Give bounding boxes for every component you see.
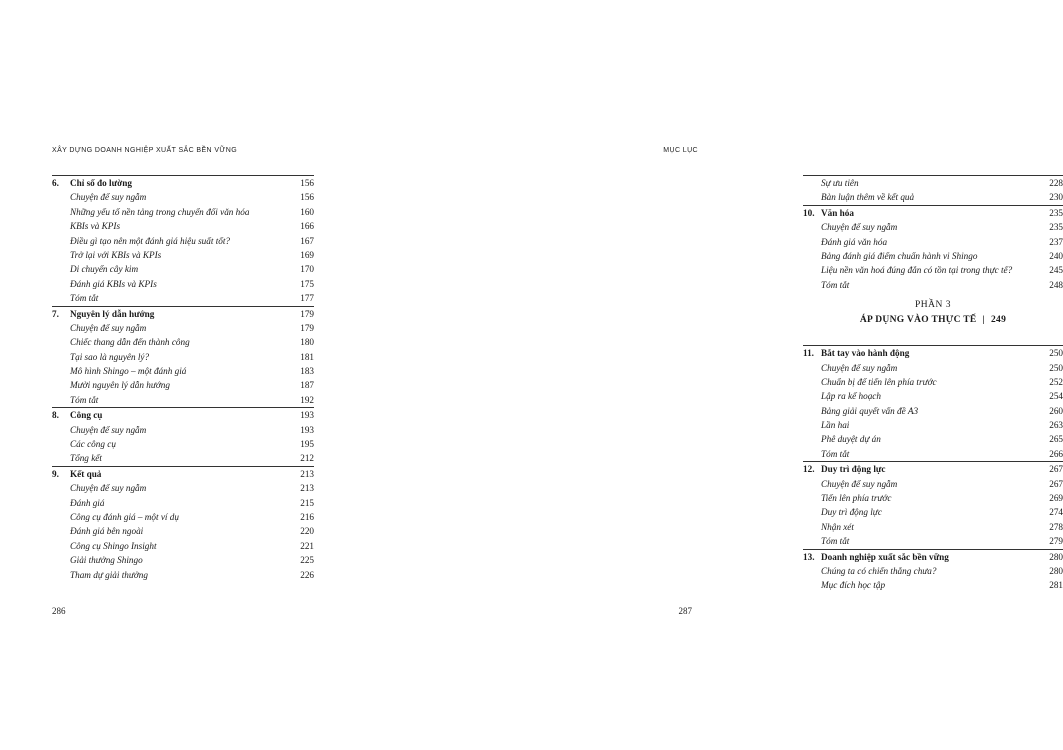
toc-list-left bbox=[52, 175, 314, 582]
toc-page-number: 183 bbox=[300, 366, 314, 377]
toc-entry-row bbox=[52, 510, 314, 524]
section-title: Công cụ đánh giá – một ví dụ bbox=[70, 511, 179, 522]
chapter-title: Văn hóa bbox=[821, 207, 854, 218]
toc-page-number: 266 bbox=[1049, 448, 1063, 459]
section-title: Chuyện để suy ngẫm bbox=[821, 362, 898, 373]
toc-list-right bbox=[803, 175, 1063, 593]
section-title: Đánh giá bbox=[70, 497, 105, 508]
toc-page-number: 179 bbox=[300, 308, 314, 319]
toc-entry-row bbox=[803, 447, 1063, 461]
toc-page-number: 220 bbox=[300, 526, 314, 537]
toc-chapter-row bbox=[803, 345, 1063, 360]
toc-entry-row bbox=[52, 219, 314, 233]
toc-entry-row bbox=[52, 437, 314, 451]
toc-entry-row bbox=[52, 451, 314, 465]
section-title: Tóm tắt bbox=[70, 293, 99, 304]
toc-entry-row bbox=[803, 491, 1063, 505]
toc-entry-row bbox=[52, 335, 314, 349]
toc-page-number: 169 bbox=[300, 249, 314, 260]
toc-page-number: 267 bbox=[1049, 478, 1063, 489]
toc-page-number: 193 bbox=[300, 424, 314, 435]
section-title: Lần hai bbox=[821, 420, 850, 431]
section-title: Bàn luận thêm về kết quả bbox=[821, 192, 915, 203]
toc-entry-row bbox=[803, 361, 1063, 375]
chapter-number: 7. bbox=[52, 308, 59, 319]
toc-entry-row bbox=[52, 539, 314, 553]
toc-entry-row bbox=[803, 190, 1063, 204]
toc-chapter-row bbox=[52, 175, 314, 190]
section-title: Giải thưởng Shingo bbox=[70, 555, 143, 566]
section-title: Đánh giá KBIs và KPIs bbox=[70, 278, 157, 289]
toc-entry-row bbox=[52, 364, 314, 378]
section-title: Các công cụ bbox=[70, 439, 116, 450]
toc-entry-row bbox=[52, 568, 314, 582]
toc-entry-row bbox=[803, 534, 1063, 548]
toc-chapter-row bbox=[52, 407, 314, 422]
chapter-number: 6. bbox=[52, 178, 59, 188]
toc-page-number: 235 bbox=[1049, 222, 1063, 233]
toc-page-number: 181 bbox=[300, 351, 314, 362]
toc-page-number: 180 bbox=[300, 337, 314, 348]
toc-entry-row bbox=[52, 234, 314, 248]
toc-entry-row bbox=[803, 404, 1063, 418]
chapter-number: 11. bbox=[803, 348, 814, 359]
section-title: Liệu nền văn hoá đúng đắn có tồn tại trong thực tế? bbox=[821, 265, 1013, 276]
toc-page-number: 250 bbox=[1049, 348, 1063, 359]
chapter-title: Doanh nghiệp xuất sắc bền vững bbox=[821, 551, 949, 562]
toc-page-number: 167 bbox=[300, 235, 314, 246]
toc-entry-row bbox=[803, 175, 1063, 190]
chapter-number: 12. bbox=[803, 464, 815, 475]
section-title: Mười nguyên lý dẫn hướng bbox=[70, 380, 170, 391]
toc-page-number: 265 bbox=[1049, 434, 1063, 445]
toc-page-number: 226 bbox=[300, 569, 314, 580]
part-page-number: 249 bbox=[990, 315, 1007, 326]
toc-entry-row bbox=[52, 378, 314, 392]
toc-page-number: 192 bbox=[300, 394, 314, 405]
toc-page-number: 267 bbox=[1049, 464, 1063, 475]
chapter-number: 13. bbox=[803, 551, 815, 562]
section-title: Chiếc thang dẫn đến thành công bbox=[70, 337, 190, 348]
toc-page-number: 228 bbox=[1049, 178, 1063, 188]
toc-page-number: 212 bbox=[300, 453, 314, 464]
toc-page-number: 221 bbox=[300, 540, 314, 551]
section-title: Chuyện để suy ngẫm bbox=[70, 192, 147, 203]
chapter-title: Nguyên lý dẫn hướng bbox=[70, 308, 155, 319]
toc-entry-row bbox=[52, 524, 314, 538]
chapter-title: Duy trì động lực bbox=[821, 464, 886, 475]
toc-entry-row bbox=[803, 578, 1063, 592]
toc-chapter-row bbox=[803, 205, 1063, 220]
toc-page-number: 254 bbox=[1049, 391, 1063, 402]
section-title: Công cụ Shingo Insight bbox=[70, 540, 157, 551]
running-head-book-title: XÂY DỰNG DOANH NGHIỆP XUẤT SẮC BỀN VỮNG bbox=[52, 147, 238, 154]
toc-page-number: 216 bbox=[300, 511, 314, 522]
toc-entry-row bbox=[803, 477, 1063, 491]
toc-page-number: 156 bbox=[300, 178, 314, 188]
section-title: Đánh giá văn hóa bbox=[821, 236, 888, 247]
toc-page-number: 280 bbox=[1049, 565, 1063, 576]
toc-page-number: 248 bbox=[1049, 279, 1063, 290]
toc-entry-row bbox=[52, 262, 314, 276]
section-title: Nhận xét bbox=[821, 521, 854, 532]
toc-page-number: 240 bbox=[1049, 250, 1063, 261]
left-page bbox=[0, 0, 375, 750]
toc-page-number: 170 bbox=[300, 264, 314, 275]
toc-page-number: 280 bbox=[1049, 551, 1063, 562]
section-title: Duy trì động lực bbox=[821, 507, 882, 518]
toc-page-number: 177 bbox=[300, 293, 314, 304]
section-title: Sự ưu tiên bbox=[821, 178, 859, 188]
section-title: Tóm tắt bbox=[821, 536, 850, 547]
section-title: Phê duyệt dự án bbox=[821, 434, 881, 445]
section-title: Đánh giá bên ngoài bbox=[70, 526, 144, 537]
toc-page-number: 237 bbox=[1049, 236, 1063, 247]
part-title-text: ÁP DỤNG VÀO THỰC TẾ bbox=[859, 315, 977, 326]
section-title: Tham dự giải thưởng bbox=[70, 569, 148, 580]
section-title: Chuyện để suy ngẫm bbox=[70, 322, 147, 333]
section-title: Bảng đánh giá điểm chuẩn hành vi Shingo bbox=[821, 250, 978, 261]
toc-entry-row bbox=[803, 505, 1063, 519]
toc-page-number: 250 bbox=[1049, 362, 1063, 373]
page-number-left: 286 bbox=[52, 606, 66, 616]
toc-page-number: 213 bbox=[300, 483, 314, 494]
toc-page-number: 260 bbox=[1049, 405, 1063, 416]
toc-page-number: 230 bbox=[1049, 192, 1063, 203]
toc-entry-row bbox=[803, 235, 1063, 249]
toc-page-number: 213 bbox=[300, 468, 314, 479]
part-title bbox=[803, 315, 1063, 325]
section-title: Mô hình Shingo – một đánh giá bbox=[70, 366, 187, 377]
toc-entry-row bbox=[52, 205, 314, 219]
section-title: Chuyện để suy ngẫm bbox=[70, 483, 147, 494]
section-title: Trở lại với KBIs và KPIs bbox=[70, 249, 162, 260]
toc-entry-row bbox=[803, 220, 1063, 234]
toc-page-number: 263 bbox=[1049, 420, 1063, 431]
toc-entry-row bbox=[803, 375, 1063, 389]
section-title: Lập ra kế hoạch bbox=[821, 391, 881, 402]
toc-page-number: 278 bbox=[1049, 521, 1063, 532]
section-title: Mục đích học tập bbox=[821, 580, 886, 591]
toc-page-number: 274 bbox=[1049, 507, 1063, 518]
toc-page-number: 281 bbox=[1049, 580, 1063, 591]
page-number-right: 287 bbox=[678, 606, 692, 616]
toc-page-number: 215 bbox=[300, 497, 314, 508]
section-title: Những yếu tố nền tảng trong chuyển đổi văn hóa bbox=[70, 206, 250, 217]
toc-entry-row bbox=[52, 291, 314, 305]
toc-chapter-row bbox=[803, 461, 1063, 476]
toc-entry-row bbox=[52, 321, 314, 335]
part-separator: | bbox=[982, 315, 985, 326]
toc-page-number: 252 bbox=[1049, 376, 1063, 387]
toc-page-number: 245 bbox=[1049, 265, 1063, 276]
toc-entry-row bbox=[52, 277, 314, 291]
section-title: KBIs và KPIs bbox=[70, 221, 121, 232]
part-heading bbox=[803, 292, 1063, 345]
toc-page-number: 156 bbox=[300, 192, 314, 203]
section-title: Chuyện để suy ngẫm bbox=[70, 424, 147, 435]
section-title: Chuyện để suy ngẫm bbox=[821, 478, 898, 489]
chapter-number: 8. bbox=[52, 410, 59, 421]
toc-page-number: 193 bbox=[300, 410, 314, 421]
toc-page-number: 179 bbox=[300, 322, 314, 333]
section-title: Điều gì tạo nên một đánh giá hiệu suất tốt? bbox=[70, 235, 231, 246]
chapter-title: Chỉ số đo lường bbox=[70, 178, 132, 188]
right-page bbox=[375, 0, 1063, 750]
toc-entry-row bbox=[803, 520, 1063, 534]
section-title: Tiến lên phía trước bbox=[821, 493, 892, 504]
toc-entry-row bbox=[803, 418, 1063, 432]
section-title: Chuẩn bị để tiến lên phía trước bbox=[821, 376, 937, 387]
toc-entry-row bbox=[52, 393, 314, 407]
toc-entry-row bbox=[52, 350, 314, 364]
toc-chapter-row bbox=[52, 306, 314, 321]
toc-page-number: 175 bbox=[300, 278, 314, 289]
section-title: Chúng ta có chiến thắng chưa? bbox=[821, 565, 937, 576]
section-title: Di chuyển cây kim bbox=[70, 264, 139, 275]
toc-page-number: 279 bbox=[1049, 536, 1063, 547]
section-title: Tóm tắt bbox=[821, 448, 850, 459]
toc-page-number: 160 bbox=[300, 206, 314, 217]
toc-page-number: 187 bbox=[300, 380, 314, 391]
chapter-title: Công cụ bbox=[70, 410, 103, 421]
toc-page-number: 235 bbox=[1049, 207, 1063, 218]
toc-entry-row bbox=[52, 248, 314, 262]
toc-page-number: 195 bbox=[300, 439, 314, 450]
toc-section-top bbox=[803, 175, 1063, 292]
toc-page-number: 269 bbox=[1049, 493, 1063, 504]
toc-entry-row bbox=[52, 553, 314, 567]
section-title: Bảng giải quyết vấn đề A3 bbox=[821, 405, 919, 416]
toc-entry-row bbox=[52, 481, 314, 495]
section-title: Tại sao là nguyên lý? bbox=[70, 351, 150, 362]
section-title: Chuyện để suy ngẫm bbox=[821, 222, 898, 233]
running-head-contents: MỤC LỤC bbox=[663, 147, 698, 154]
toc-entry-row bbox=[803, 263, 1063, 277]
chapter-number: 10. bbox=[803, 207, 815, 218]
chapter-number: 9. bbox=[52, 468, 59, 479]
section-title: Tóm tắt bbox=[70, 394, 99, 405]
toc-entry-row bbox=[52, 423, 314, 437]
toc-entry-row bbox=[803, 389, 1063, 403]
toc-entry-row bbox=[803, 278, 1063, 292]
toc-page-number: 225 bbox=[300, 555, 314, 566]
section-title: Tổng kết bbox=[70, 453, 102, 464]
chapter-title: Kết quả bbox=[70, 468, 102, 479]
toc-entry-row bbox=[52, 496, 314, 510]
toc-entry-row bbox=[803, 432, 1063, 446]
toc-page-number: 166 bbox=[300, 221, 314, 232]
toc-entry-row bbox=[52, 190, 314, 204]
part-label: PHẦN 3 bbox=[915, 300, 951, 311]
toc-chapter-row bbox=[52, 466, 314, 481]
toc-entry-row bbox=[803, 249, 1063, 263]
toc-entry-row bbox=[803, 564, 1063, 578]
toc-section-bottom bbox=[803, 345, 1063, 593]
section-title: Tóm tắt bbox=[821, 279, 850, 290]
chapter-title: Bắt tay vào hành động bbox=[821, 348, 910, 359]
toc-chapter-row bbox=[803, 549, 1063, 564]
